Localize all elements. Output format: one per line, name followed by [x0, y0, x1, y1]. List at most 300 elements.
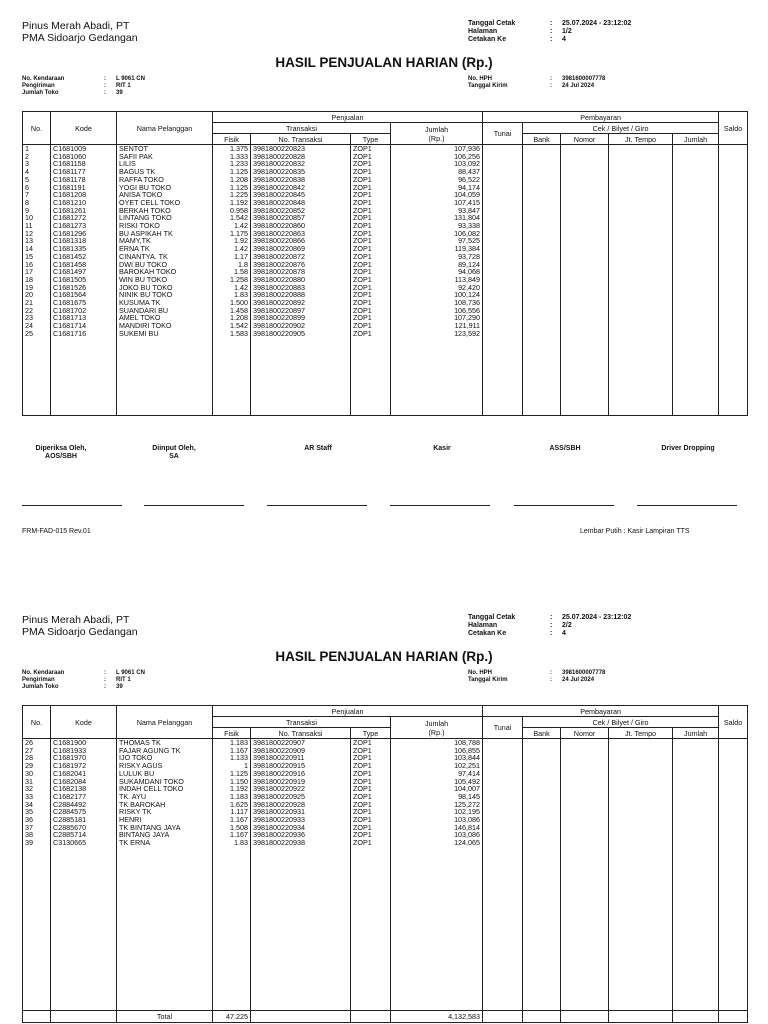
row-no: 11 [23, 222, 51, 230]
sep: : [550, 83, 552, 89]
col-kode: Kode [51, 112, 117, 145]
row-kode: C1681261 [51, 207, 117, 215]
row-no-transaksi: 3981800220852 [251, 207, 351, 215]
row-type: ZOP1 [351, 754, 391, 762]
table-row [23, 145, 748, 153]
row-type: ZOP1 [351, 314, 391, 322]
row-nama: BAROKAH TOKO [117, 268, 213, 276]
table-row [23, 754, 748, 762]
row-nama: BU ASPIKAH TK [117, 230, 213, 238]
form-code: FRM-FAD-015 Rev.01 [22, 528, 91, 535]
row-no: 39 [23, 839, 51, 847]
row-nama: TK BAROKAH [117, 801, 213, 809]
row-type: ZOP1 [351, 191, 391, 199]
row-type: ZOP1 [351, 762, 391, 770]
row-fisik: 1.117 [213, 808, 251, 816]
row-jumlah: 97,414 [391, 770, 483, 778]
col-no: No. [23, 706, 51, 739]
col-type: Type [351, 728, 391, 739]
row-fisik: 1.125 [213, 184, 251, 192]
row-kode: C1682138 [51, 785, 117, 793]
row-type: ZOP1 [351, 199, 391, 207]
table-row [23, 230, 748, 238]
row-no: 5 [23, 176, 51, 184]
row-type: ZOP1 [351, 739, 391, 747]
row-type: ZOP1 [351, 284, 391, 292]
hph-number: 3981600007778 [562, 670, 606, 676]
row-kode: C1681060 [51, 153, 117, 161]
row-type: ZOP1 [351, 184, 391, 192]
table-row [23, 253, 748, 261]
hph-label: No. HPH [468, 670, 492, 676]
row-no: 31 [23, 778, 51, 786]
row-jumlah: 104,059 [391, 191, 483, 199]
row-no-transaksi: 3981800220938 [251, 839, 351, 847]
row-kode: C1681452 [51, 253, 117, 261]
print-date: 25.07.2024 - 23:12:02 [562, 614, 632, 621]
row-no-transaksi: 3981800220902 [251, 322, 351, 330]
table-row [23, 299, 748, 307]
print-info [468, 614, 631, 638]
row-fisik: 1.83 [213, 291, 251, 299]
row-type: ZOP1 [351, 230, 391, 238]
row-kode: C1681272 [51, 214, 117, 222]
row-jumlah: 93,847 [391, 207, 483, 215]
row-jumlah: 105,492 [391, 778, 483, 786]
row-no: 17 [23, 268, 51, 276]
row-nama: IJO TOKO [117, 754, 213, 762]
send-date: 24 Jul 2024 [562, 677, 595, 683]
row-kode: C1681702 [51, 307, 117, 315]
store-count: 39 [116, 684, 123, 690]
table-row [23, 808, 748, 816]
row-nama: KUSUMA TK [117, 299, 213, 307]
row-fisik: 1.58 [213, 268, 251, 276]
row-no-transaksi: 3981800220883 [251, 284, 351, 292]
row-kode: C2885714 [51, 831, 117, 839]
row-type: ZOP1 [351, 261, 391, 269]
row-nama: SENTOT [117, 145, 213, 153]
row-no: 8 [23, 199, 51, 207]
sep: : [104, 83, 106, 89]
row-no: 28 [23, 754, 51, 762]
row-no-transaksi: 3981800220835 [251, 168, 351, 176]
row-no-transaksi: 3981800220934 [251, 824, 351, 832]
sep: : [550, 670, 552, 676]
table-row [23, 785, 748, 793]
row-jumlah: 97,525 [391, 237, 483, 245]
col-transaksi: Transaksi [213, 123, 391, 134]
row-fisik: 1.458 [213, 307, 251, 315]
sep: : [550, 622, 553, 629]
row-jumlah: 107,936 [391, 145, 483, 153]
row-kode: C1681458 [51, 261, 117, 269]
row-jumlah: 146,814 [391, 824, 483, 832]
row-fisik: 1.150 [213, 778, 251, 786]
col-bank: Bank [523, 728, 561, 739]
table-row [23, 801, 748, 809]
col-fisik: Fisik [213, 134, 251, 145]
delivery-meta [22, 76, 145, 97]
row-jumlah: 107,415 [391, 199, 483, 207]
table-row [23, 322, 748, 330]
row-nama: FAJAR AGUNG TK [117, 747, 213, 755]
row-no-transaksi: 3981800220911 [251, 754, 351, 762]
row-fisik: 1.17 [213, 253, 251, 261]
row-kode: C2885670 [51, 824, 117, 832]
row-jumlah: 131,804 [391, 214, 483, 222]
row-nama: SUANDARI BU [117, 307, 213, 315]
row-fisik: 1.508 [213, 824, 251, 832]
sep: : [104, 76, 106, 82]
signature-role: Diinput Oleh, [152, 445, 196, 452]
row-type: ZOP1 [351, 299, 391, 307]
signature-label [6, 445, 116, 461]
row-type: ZOP1 [351, 168, 391, 176]
row-fisik: 1.333 [213, 153, 251, 161]
row-type: ZOP1 [351, 207, 391, 215]
row-jumlah: 106,082 [391, 230, 483, 238]
total-fisik: 47.225 [213, 1011, 251, 1023]
company-block [22, 614, 138, 638]
sep: : [104, 677, 106, 683]
row-kode: C1681191 [51, 184, 117, 192]
print-count-label: Cetakan Ke [468, 630, 507, 637]
row-no: 26 [23, 739, 51, 747]
table-row [23, 237, 748, 245]
row-no: 36 [23, 816, 51, 824]
row-nama: LINTANG TOKO [117, 214, 213, 222]
col-tunai: Tunai [483, 717, 523, 739]
row-jumlah: 94,174 [391, 184, 483, 192]
row-jumlah: 103,086 [391, 816, 483, 824]
row-kode: C1681933 [51, 747, 117, 755]
row-no-transaksi: 3981800220838 [251, 176, 351, 184]
row-fisik: 1.542 [213, 322, 251, 330]
col-nama: Nama Pelanggan [117, 706, 213, 739]
row-fisik: 1.125 [213, 168, 251, 176]
row-fisik: 1.133 [213, 754, 251, 762]
col-saldo: Saldo [719, 112, 748, 145]
row-type: ZOP1 [351, 268, 391, 276]
col-jumlah-label: Jumlah [424, 124, 449, 134]
row-kode: C1681318 [51, 237, 117, 245]
row-kode: C1681158 [51, 160, 117, 168]
row-no: 2 [23, 153, 51, 161]
table-row [23, 291, 748, 299]
table-row [23, 153, 748, 161]
table-row [23, 168, 748, 176]
row-fisik: 1.583 [213, 330, 251, 338]
row-nama: TK. AYU [117, 793, 213, 801]
row-no-transaksi: 3981800220936 [251, 831, 351, 839]
row-type: ZOP1 [351, 222, 391, 230]
row-type: ZOP1 [351, 245, 391, 253]
shipment-label: Pengiriman [22, 677, 55, 683]
row-no: 18 [23, 276, 51, 284]
row-type: ZOP1 [351, 237, 391, 245]
table-row [23, 184, 748, 192]
row-no-transaksi: 3981800220878 [251, 268, 351, 276]
col-jt-tempo: Jt. Tempo [609, 728, 673, 739]
branch-name: PMA Sidoarjo Gedangan [22, 32, 138, 44]
row-jumlah: 119,384 [391, 245, 483, 253]
table-row [23, 261, 748, 269]
sales-table [22, 111, 748, 416]
row-kode: C1681564 [51, 291, 117, 299]
row-nama: SUKEMI BU [117, 330, 213, 338]
row-fisik: 1.183 [213, 793, 251, 801]
row-nama: MANDIRI TOKO [117, 322, 213, 330]
row-no-transaksi: 3981800220905 [251, 330, 351, 338]
table-row [23, 330, 748, 338]
signature-role: Kasir [433, 445, 451, 452]
row-no-transaksi: 3981800220931 [251, 808, 351, 816]
row-type: ZOP1 [351, 307, 391, 315]
row-no: 16 [23, 261, 51, 269]
row-type: ZOP1 [351, 824, 391, 832]
sales-table [22, 705, 748, 1023]
table-row [23, 222, 748, 230]
signature-label [387, 445, 497, 453]
table-row [23, 191, 748, 199]
row-nama: TK BINTANG JAYA [117, 824, 213, 832]
row-fisik: 1.167 [213, 816, 251, 824]
signature-line [22, 505, 122, 506]
table-row [23, 284, 748, 292]
table-row [23, 314, 748, 322]
row-no: 32 [23, 785, 51, 793]
row-type: ZOP1 [351, 816, 391, 824]
page-label: Halaman [468, 622, 498, 629]
signature-role: ASS/SBH [549, 445, 581, 452]
signature-label [119, 445, 229, 461]
table-row [23, 739, 748, 747]
signature-role: AR Staff [304, 445, 332, 452]
sep: : [104, 670, 106, 676]
row-kode: C1681714 [51, 322, 117, 330]
row-no: 3 [23, 160, 51, 168]
row-kode: C2884492 [51, 801, 117, 809]
col-cek: Cek / Bilyet / Giro [523, 123, 719, 134]
row-jumlah: 103,844 [391, 754, 483, 762]
hph-meta [468, 76, 605, 90]
signature-position: SA [169, 453, 179, 460]
row-kode: C1681675 [51, 299, 117, 307]
signature-position: AOS/SBH [45, 453, 77, 460]
row-jumlah: 102,195 [391, 808, 483, 816]
row-fisik: 1.42 [213, 222, 251, 230]
row-nama: HENRI [117, 816, 213, 824]
row-nama: OYET CELL TOKO [117, 199, 213, 207]
row-jumlah: 106,556 [391, 307, 483, 315]
table-row [23, 747, 748, 755]
row-no: 21 [23, 299, 51, 307]
row-no: 13 [23, 237, 51, 245]
row-kode: C1681970 [51, 754, 117, 762]
row-jumlah: 108,788 [391, 739, 483, 747]
row-no-transaksi: 3981800220872 [251, 253, 351, 261]
row-nama: ANISA TOKO [117, 191, 213, 199]
row-nama: RISKY TK [117, 808, 213, 816]
col-no: No. [23, 112, 51, 145]
row-kode: C1682177 [51, 793, 117, 801]
row-fisik: 1.83 [213, 839, 251, 847]
company-name: Pinus Merah Abadi, PT [22, 20, 130, 32]
col-jumlah-label: Jumlah [424, 718, 449, 728]
copy-note: Lembar Putih : Kasir Lampiran TTS [580, 528, 690, 535]
page-title: HASIL PENJUALAN HARIAN (Rp.) [275, 55, 493, 70]
row-kode: C1681009 [51, 145, 117, 153]
row-fisik: 1.167 [213, 747, 251, 755]
row-no-transaksi: 3981800220897 [251, 307, 351, 315]
row-nama: LULUK BU [117, 770, 213, 778]
row-nama: THOMAS TK [117, 739, 213, 747]
row-fisik: 1 [213, 762, 251, 770]
row-nama: DWI BU TOKO [117, 261, 213, 269]
row-fisik: 1.208 [213, 314, 251, 322]
row-no: 19 [23, 284, 51, 292]
row-no-transaksi: 3981800220823 [251, 145, 351, 153]
row-kode: C1681177 [51, 168, 117, 176]
row-kode: C1681972 [51, 762, 117, 770]
hph-meta [468, 670, 605, 684]
row-fisik: 1.500 [213, 299, 251, 307]
row-nama: RAFFA TOKO [117, 176, 213, 184]
signature-label [633, 445, 743, 453]
table-row [23, 778, 748, 786]
row-kode: C3130665 [51, 839, 117, 847]
col-nama: Nama Pelanggan [117, 112, 213, 145]
row-nama: YOGI BU TOKO [117, 184, 213, 192]
page-title: HASIL PENJUALAN HARIAN (Rp.) [275, 649, 493, 664]
row-no: 27 [23, 747, 51, 755]
company-name: Pinus Merah Abadi, PT [22, 614, 130, 626]
row-jumlah: 108,736 [391, 299, 483, 307]
row-jumlah: 106,256 [391, 153, 483, 161]
row-no-transaksi: 3981800220899 [251, 314, 351, 322]
row-fisik: 1.175 [213, 230, 251, 238]
col-jumlah [391, 717, 483, 739]
row-no: 9 [23, 207, 51, 215]
row-nama: AMEL TOKO [117, 314, 213, 322]
row-kode: C1681497 [51, 268, 117, 276]
row-fisik: 1.92 [213, 237, 251, 245]
row-kode: C1681713 [51, 314, 117, 322]
row-nama: SUKAMDANI TOKO [117, 778, 213, 786]
table-row [23, 770, 748, 778]
row-no: 15 [23, 253, 51, 261]
row-nama: BAGUS TK [117, 168, 213, 176]
col-tunai: Tunai [483, 123, 523, 145]
row-kode: C1681716 [51, 330, 117, 338]
signature-line [514, 505, 614, 506]
print-date-label: Tanggal Cetak [468, 20, 516, 27]
row-no-transaksi: 3981800220916 [251, 770, 351, 778]
col-bank: Bank [523, 134, 561, 145]
table-row [23, 245, 748, 253]
row-jumlah: 93,728 [391, 253, 483, 261]
row-kode: C1682084 [51, 778, 117, 786]
row-no-transaksi: 3981800220866 [251, 237, 351, 245]
row-type: ZOP1 [351, 322, 391, 330]
row-fisik: 1.375 [213, 145, 251, 153]
row-kode: C1681208 [51, 191, 117, 199]
col-kode: Kode [51, 706, 117, 739]
row-jumlah: 125,272 [391, 801, 483, 809]
page-label: Halaman [468, 28, 498, 35]
row-no-transaksi: 3981800220828 [251, 153, 351, 161]
col-nomor: Nomor [561, 728, 609, 739]
col-no-transaksi: No. Transaksi [251, 728, 351, 739]
row-jumlah: 93,338 [391, 222, 483, 230]
row-type: ZOP1 [351, 839, 391, 847]
sep: : [550, 630, 553, 637]
row-kode: C2885181 [51, 816, 117, 824]
row-jumlah: 102,251 [391, 762, 483, 770]
col-jumlah-giro: Jumlah [673, 728, 719, 739]
page-number: 1/2 [562, 28, 572, 35]
col-nomor: Nomor [561, 134, 609, 145]
row-no-transaksi: 3981800220919 [251, 778, 351, 786]
vehicle-label: No. Kendaraan [22, 670, 65, 676]
row-no-transaksi: 3981800220925 [251, 793, 351, 801]
row-jumlah: 113,849 [391, 276, 483, 284]
row-type: ZOP1 [351, 747, 391, 755]
table-row [23, 199, 748, 207]
sep: : [550, 20, 553, 27]
row-no-transaksi: 3981800220863 [251, 230, 351, 238]
store-count-label: Jumlah Toko [22, 90, 59, 96]
row-type: ZOP1 [351, 214, 391, 222]
row-jumlah: 89,124 [391, 261, 483, 269]
table-row [23, 268, 748, 276]
row-kode: C1682041 [51, 770, 117, 778]
signature-label [263, 445, 373, 453]
row-no-transaksi: 3981800220832 [251, 160, 351, 168]
row-jumlah: 107,290 [391, 314, 483, 322]
send-date: 24 Jul 2024 [562, 83, 595, 89]
shipment-label: Pengiriman [22, 83, 55, 89]
total-row [23, 1011, 748, 1023]
row-type: ZOP1 [351, 253, 391, 261]
row-no: 33 [23, 793, 51, 801]
branch-name: PMA Sidoarjo Gedangan [22, 626, 138, 638]
table-row [23, 207, 748, 215]
page-number: 2/2 [562, 622, 572, 629]
print-count-label: Cetakan Ke [468, 36, 507, 43]
print-info [468, 20, 631, 44]
col-pembayaran: Pembayaran [483, 706, 719, 717]
row-jumlah: 92,420 [391, 284, 483, 292]
row-type: ZOP1 [351, 291, 391, 299]
row-type: ZOP1 [351, 330, 391, 338]
row-no: 4 [23, 168, 51, 176]
row-no: 12 [23, 230, 51, 238]
row-jumlah: 123,592 [391, 330, 483, 338]
signature-role: Driver Dropping [661, 445, 715, 452]
col-no-transaksi: No. Transaksi [251, 134, 351, 145]
table-row [23, 276, 748, 284]
row-no: 23 [23, 314, 51, 322]
table-row [23, 824, 748, 832]
sep: : [550, 614, 553, 621]
row-no-transaksi: 3981800220928 [251, 801, 351, 809]
row-no: 30 [23, 770, 51, 778]
table-row [23, 160, 748, 168]
row-kode: C1681526 [51, 284, 117, 292]
col-jumlah-giro: Jumlah [673, 134, 719, 145]
